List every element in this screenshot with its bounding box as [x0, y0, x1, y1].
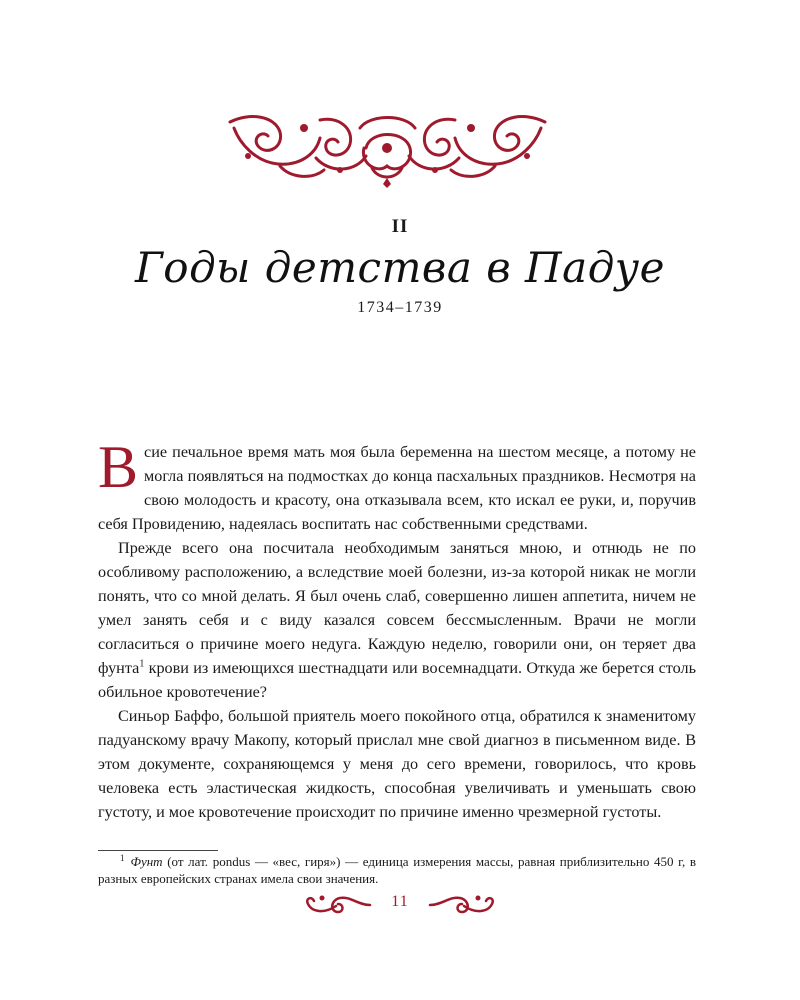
- paragraph-3: Синьор Баффо, большой приятель моего покойного отца, обратился к знаменитому падуанскому врачу Макопу, который прислал мне свой диагноз в письменном виде. В этом документе, сохраняющемся у меня до сего времени, говорилось, что кровь человека есть эластическая жидкость, способная увеличивать и уменьшать свою густоту, и мое кровотечение происходит по причине именно чрезмерной густоты.: [98, 707, 696, 821]
- footnote-text: (от лат. pondus — «вес, гиря») — единица измерения массы, равная приблизительно 450 г, в разных европейских странах имела свои значения.: [98, 854, 696, 886]
- paragraph-1-text: сие печальное время мать моя была беременна на шестом месяце, а потому не могла появляться на подмостках до конца пасхальных праздников. Несмотря на свою молодость и красоту, она отказывала всем, кто искал ее руки, и, поручив себя Провидению, надеялась воспитать нас собственными средствами.: [98, 443, 696, 533]
- chapter-number: II: [391, 216, 409, 237]
- footnote: [98, 853, 696, 887]
- paragraph-2-text-a: Прежде всего она посчитала необходимым заняться мною, и отнюдь не по особливому расположению, а вследствие моей болезни, из-за которой никак не могли понять, что со мной делать. Я был очень слаб, совершенно лишен аппетита, ничем не умел занять себя и с виду казался совсем бессмысленным. Врачи не могли согласиться о причине моего недуга. Каждую неделю, говорили они, он теряет два фунта: [98, 539, 696, 677]
- drop-cap: В: [98, 434, 139, 500]
- page-footer: [0, 892, 800, 922]
- footer-right-flourish-icon: [425, 892, 500, 918]
- paragraph-2: [98, 536, 696, 704]
- paragraph-1: [98, 434, 696, 536]
- page-number: 11: [391, 893, 409, 910]
- footnote-reference[interactable]: 1: [139, 658, 145, 670]
- body-text: [98, 434, 696, 824]
- footnote-number: 1: [120, 852, 125, 863]
- chapter-years: 1734–1739: [357, 299, 443, 316]
- header-ornament: [220, 108, 555, 188]
- chapter-title: Годы детства в Падуе: [134, 243, 666, 292]
- footer-left-flourish-icon: [300, 892, 375, 918]
- paragraph-2-text-b: крови из имеющихся шестнадцати или восемнадцати. Откуда же берется столь обильное кровотечение?: [98, 659, 696, 701]
- footnote-term: Фунт: [130, 854, 163, 869]
- footnote-rule: [98, 850, 218, 851]
